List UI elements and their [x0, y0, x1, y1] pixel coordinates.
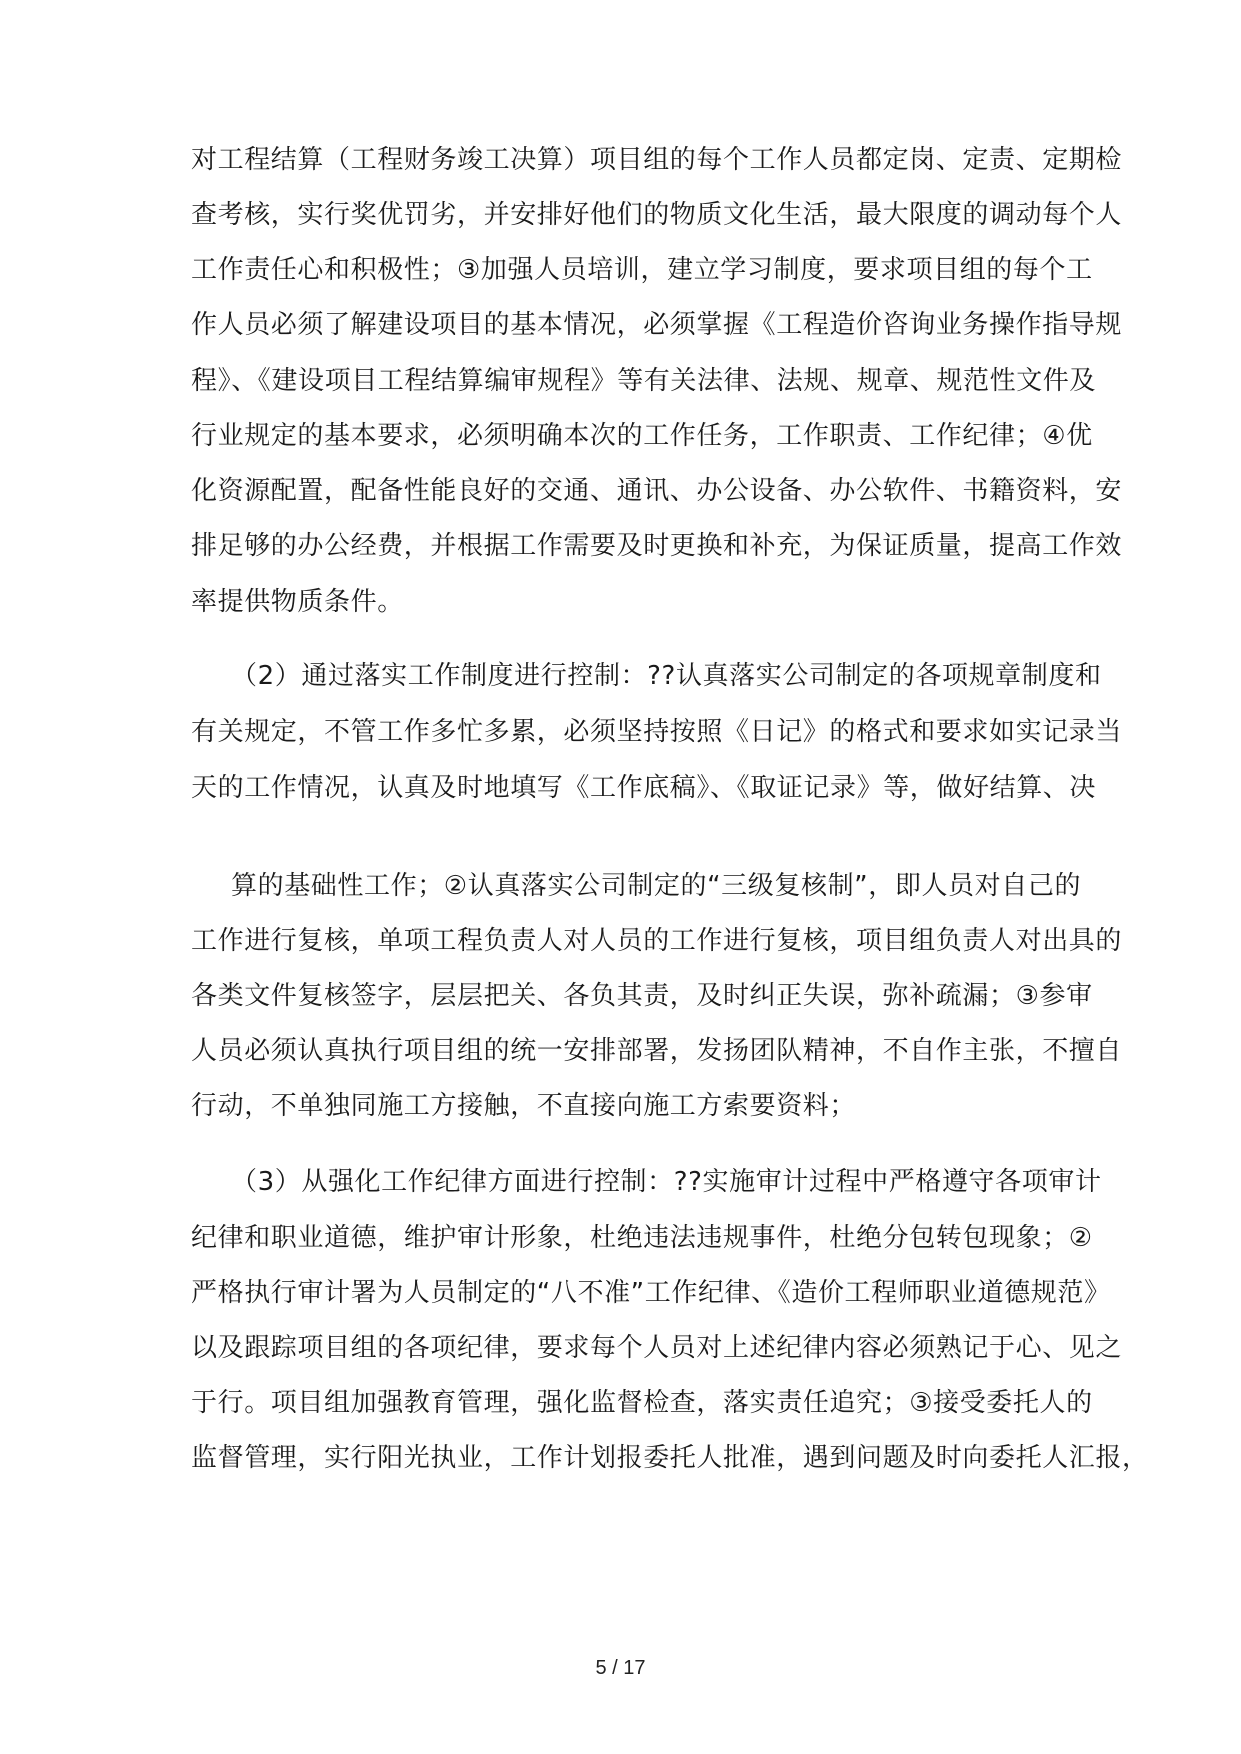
- text-line: 排足够的办公经费，并根据工作需要及时更换和补充，为保证质量，提高工作效: [191, 531, 1123, 561]
- paragraph-heading-line: （2）通过落实工作制度进行控制：??认真落实公司制定的各项规章制度和: [231, 661, 1102, 691]
- text-line: 天的工作情况，认真及时地填写《工作底稿》、《取证记录》等，做好结算、决: [191, 773, 1097, 803]
- page-number: 5 / 17: [595, 1657, 646, 1679]
- text-line: 工作进行复核，单项工程负责人对人员的工作进行复核，项目组负责人对出具的: [191, 926, 1123, 956]
- text-line: 纪律和职业道德，维护审计形象，杜绝违法违规事件，杜绝分包转包现象；②: [191, 1223, 1093, 1253]
- text-line: 作人员必须了解建设项目的基本情况，必须掌握《工程造价咨询业务操作指导规: [191, 310, 1123, 340]
- text-line: 程》、《建设项目工程结算编审规程》等有关法律、法规、规章、规范性文件及: [191, 366, 1097, 396]
- text-line: 行业规定的基本要求，必须明确本次的工作任务，工作职责、工作纪律；④优: [191, 421, 1093, 451]
- text-line: 对工程结算（工程财务竣工决算）项目组的每个工作人员都定岗、定责、定期检: [191, 145, 1123, 175]
- text-line: 于行。项目组加强教育管理，强化监督检查，落实责任追究；③接受委托人的: [191, 1388, 1093, 1418]
- text-line: 人员必须认真执行项目组的统一安排部署，发扬团队精神，不自作主张，不擅自: [191, 1036, 1123, 1066]
- text-line: 行动，不单独同施工方接触，不直接向施工方索要资料；: [191, 1091, 857, 1121]
- text-line: 严格执行审计署为人员制定的“八不准”工作纪律、《造价工程师职业道德规范》: [191, 1278, 1111, 1308]
- text-line: 查考核，实行奖优罚劣，并安排好他们的物质文化生活，最大限度的调动每个人: [191, 200, 1123, 230]
- text-line: 各类文件复核签字，层层把关、各负其责，及时纠正失误，弥补疏漏；③参审: [191, 981, 1093, 1011]
- text-line: 有关规定，不管工作多忙多累，必须坚持按照《日记》的格式和要求如实记录当: [191, 717, 1123, 747]
- text-line: 以及跟踪项目组的各项纪律，要求每个人员对上述纪律内容必须熟记于心、见之: [191, 1333, 1123, 1363]
- text-line: 监督管理，实行阳光执业，工作计划报委托人批准，遇到问题及时向委托人汇报，: [191, 1443, 1149, 1473]
- paragraph-heading-line: （3）从强化工作纪律方面进行控制：??实施审计过程中严格遵守各项审计: [231, 1167, 1102, 1197]
- text-line: 率提供物质条件。: [191, 587, 404, 617]
- text-line: 算的基础性工作；②认真落实公司制定的“三级复核制”，即人员对自己的: [231, 871, 1082, 901]
- text-line: 化资源配置，配备性能良好的交通、通讯、办公设备、办公软件、书籍资料，安: [191, 476, 1123, 506]
- text-line: 工作责任心和积极性；③加强人员培训，建立学习制度，要求项目组的每个工: [191, 255, 1093, 285]
